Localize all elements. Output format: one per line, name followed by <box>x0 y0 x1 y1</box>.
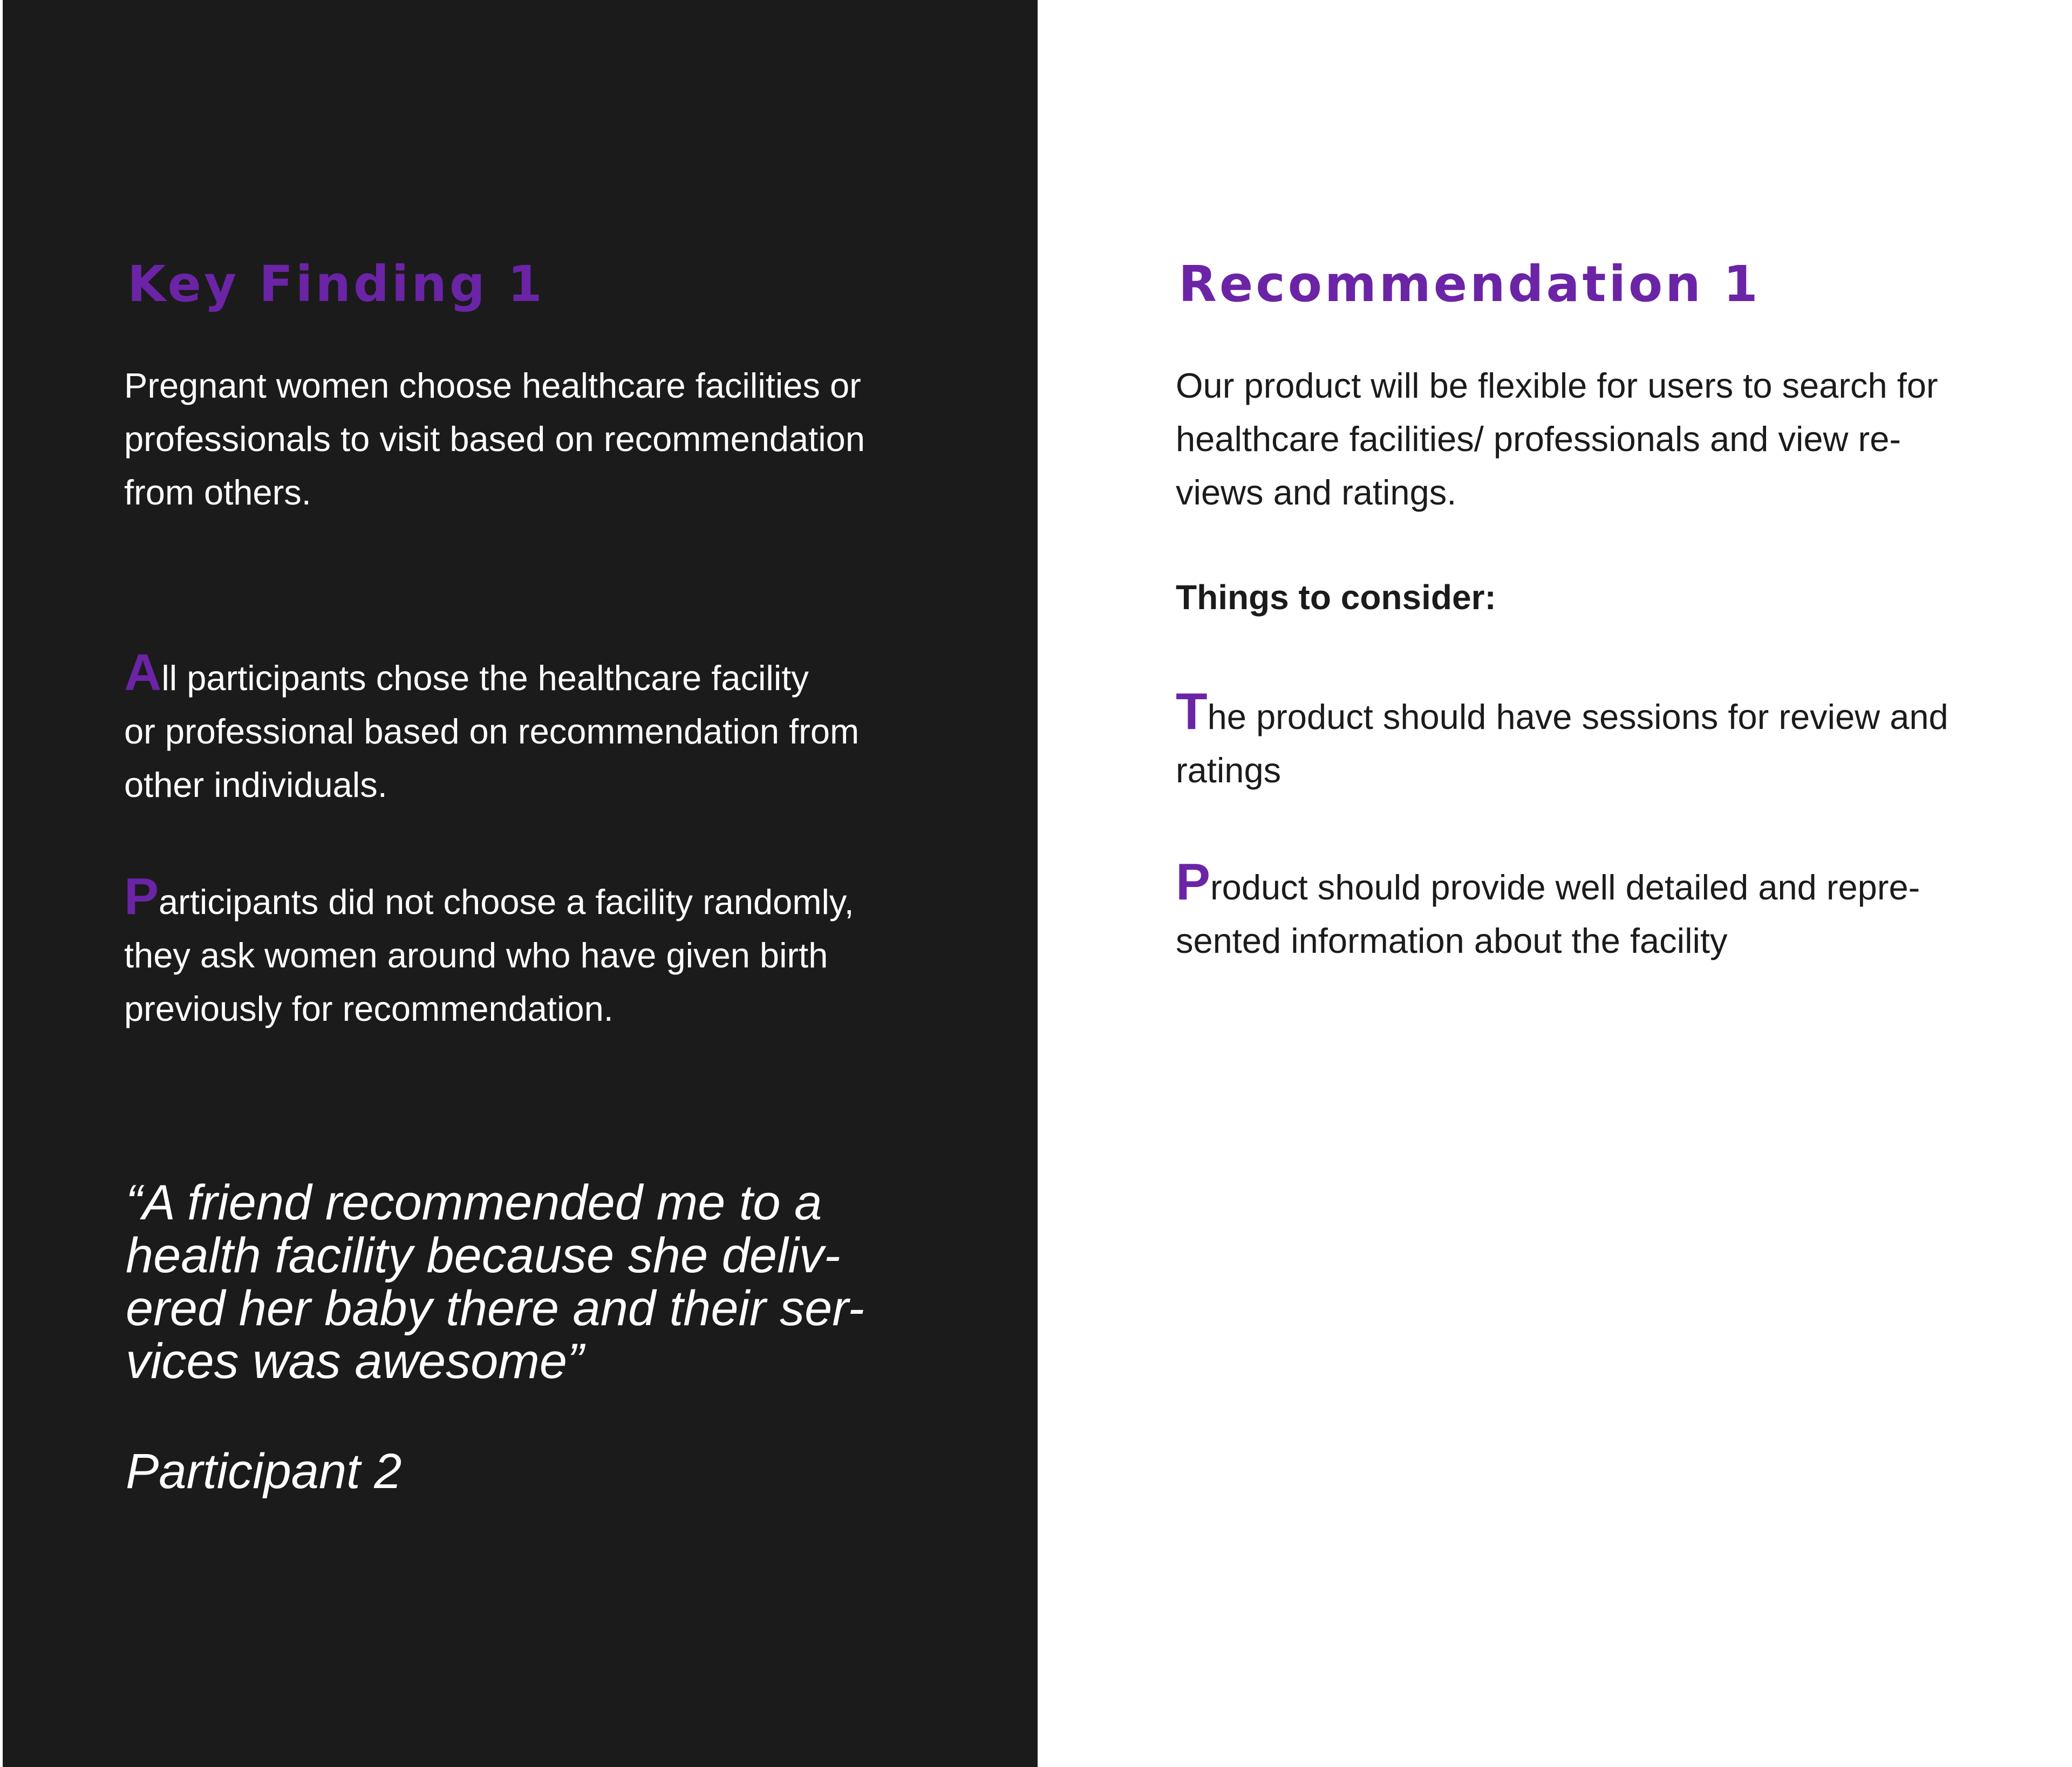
summary-line: healthcare facilities/ professionals and view re- <box>1176 419 1901 459</box>
point-line: they ask women around who have given birth <box>124 936 828 975</box>
point-line: ratings <box>1176 751 1282 790</box>
point-text: articipants did not choose a facility randomly, <box>159 882 854 922</box>
summary-line: from others. <box>124 473 311 512</box>
quote-line: ered her baby there and their ser- <box>126 1281 864 1336</box>
point-line: sented information about the facility <box>1176 921 1728 960</box>
drop-cap: P <box>1176 853 1211 911</box>
drop-cap: T <box>1176 683 1208 740</box>
quote-line: “A friend recommended me to a <box>126 1175 822 1230</box>
participant-quote <box>126 1176 1016 1388</box>
quote-line: vices was awesome” <box>126 1334 584 1389</box>
considerations-label: Things to consider: <box>1176 578 1496 617</box>
recommendation-title: Recommendation 1 <box>1178 255 1761 313</box>
point-text: roduct should provide well detailed and repre- <box>1210 868 1920 907</box>
point-text: ll participants chose the healthcare facility <box>161 658 809 698</box>
point-line <box>124 644 859 705</box>
point-line: or professional based on recommendation from <box>124 712 860 751</box>
finding-point-1 <box>124 644 860 811</box>
point-line <box>1176 683 1948 743</box>
summary-line: Our product will be flexible for users to search for <box>1176 366 1938 405</box>
point-line: previously for recommendation. <box>124 989 614 1028</box>
quote-line: health facility because she deliv- <box>126 1228 841 1283</box>
recommendation-point-2 <box>1176 853 1920 967</box>
recommendation-panel <box>1038 0 2072 1767</box>
key-finding-summary <box>124 359 865 519</box>
key-finding-panel <box>3 0 1038 1767</box>
finding-point-2 <box>124 868 854 1035</box>
drop-cap: P <box>124 868 159 925</box>
point-text: he product should have sessions for review and <box>1207 697 1948 736</box>
drop-cap: A <box>124 644 162 701</box>
quote-attribution: Participant 2 <box>126 1444 402 1499</box>
recommendation-point-1 <box>1176 683 1948 797</box>
recommendation-summary <box>1176 359 1938 519</box>
point-line <box>1176 853 1920 914</box>
summary-line: views and ratings. <box>1176 473 1457 512</box>
summary-line: Pregnant women choose healthcare facilities or <box>124 366 861 405</box>
point-line: other individuals. <box>124 765 387 804</box>
point-line <box>124 868 854 929</box>
key-finding-title: Key Finding 1 <box>127 255 545 313</box>
summary-line: professionals to visit based on recommendation <box>124 419 865 459</box>
